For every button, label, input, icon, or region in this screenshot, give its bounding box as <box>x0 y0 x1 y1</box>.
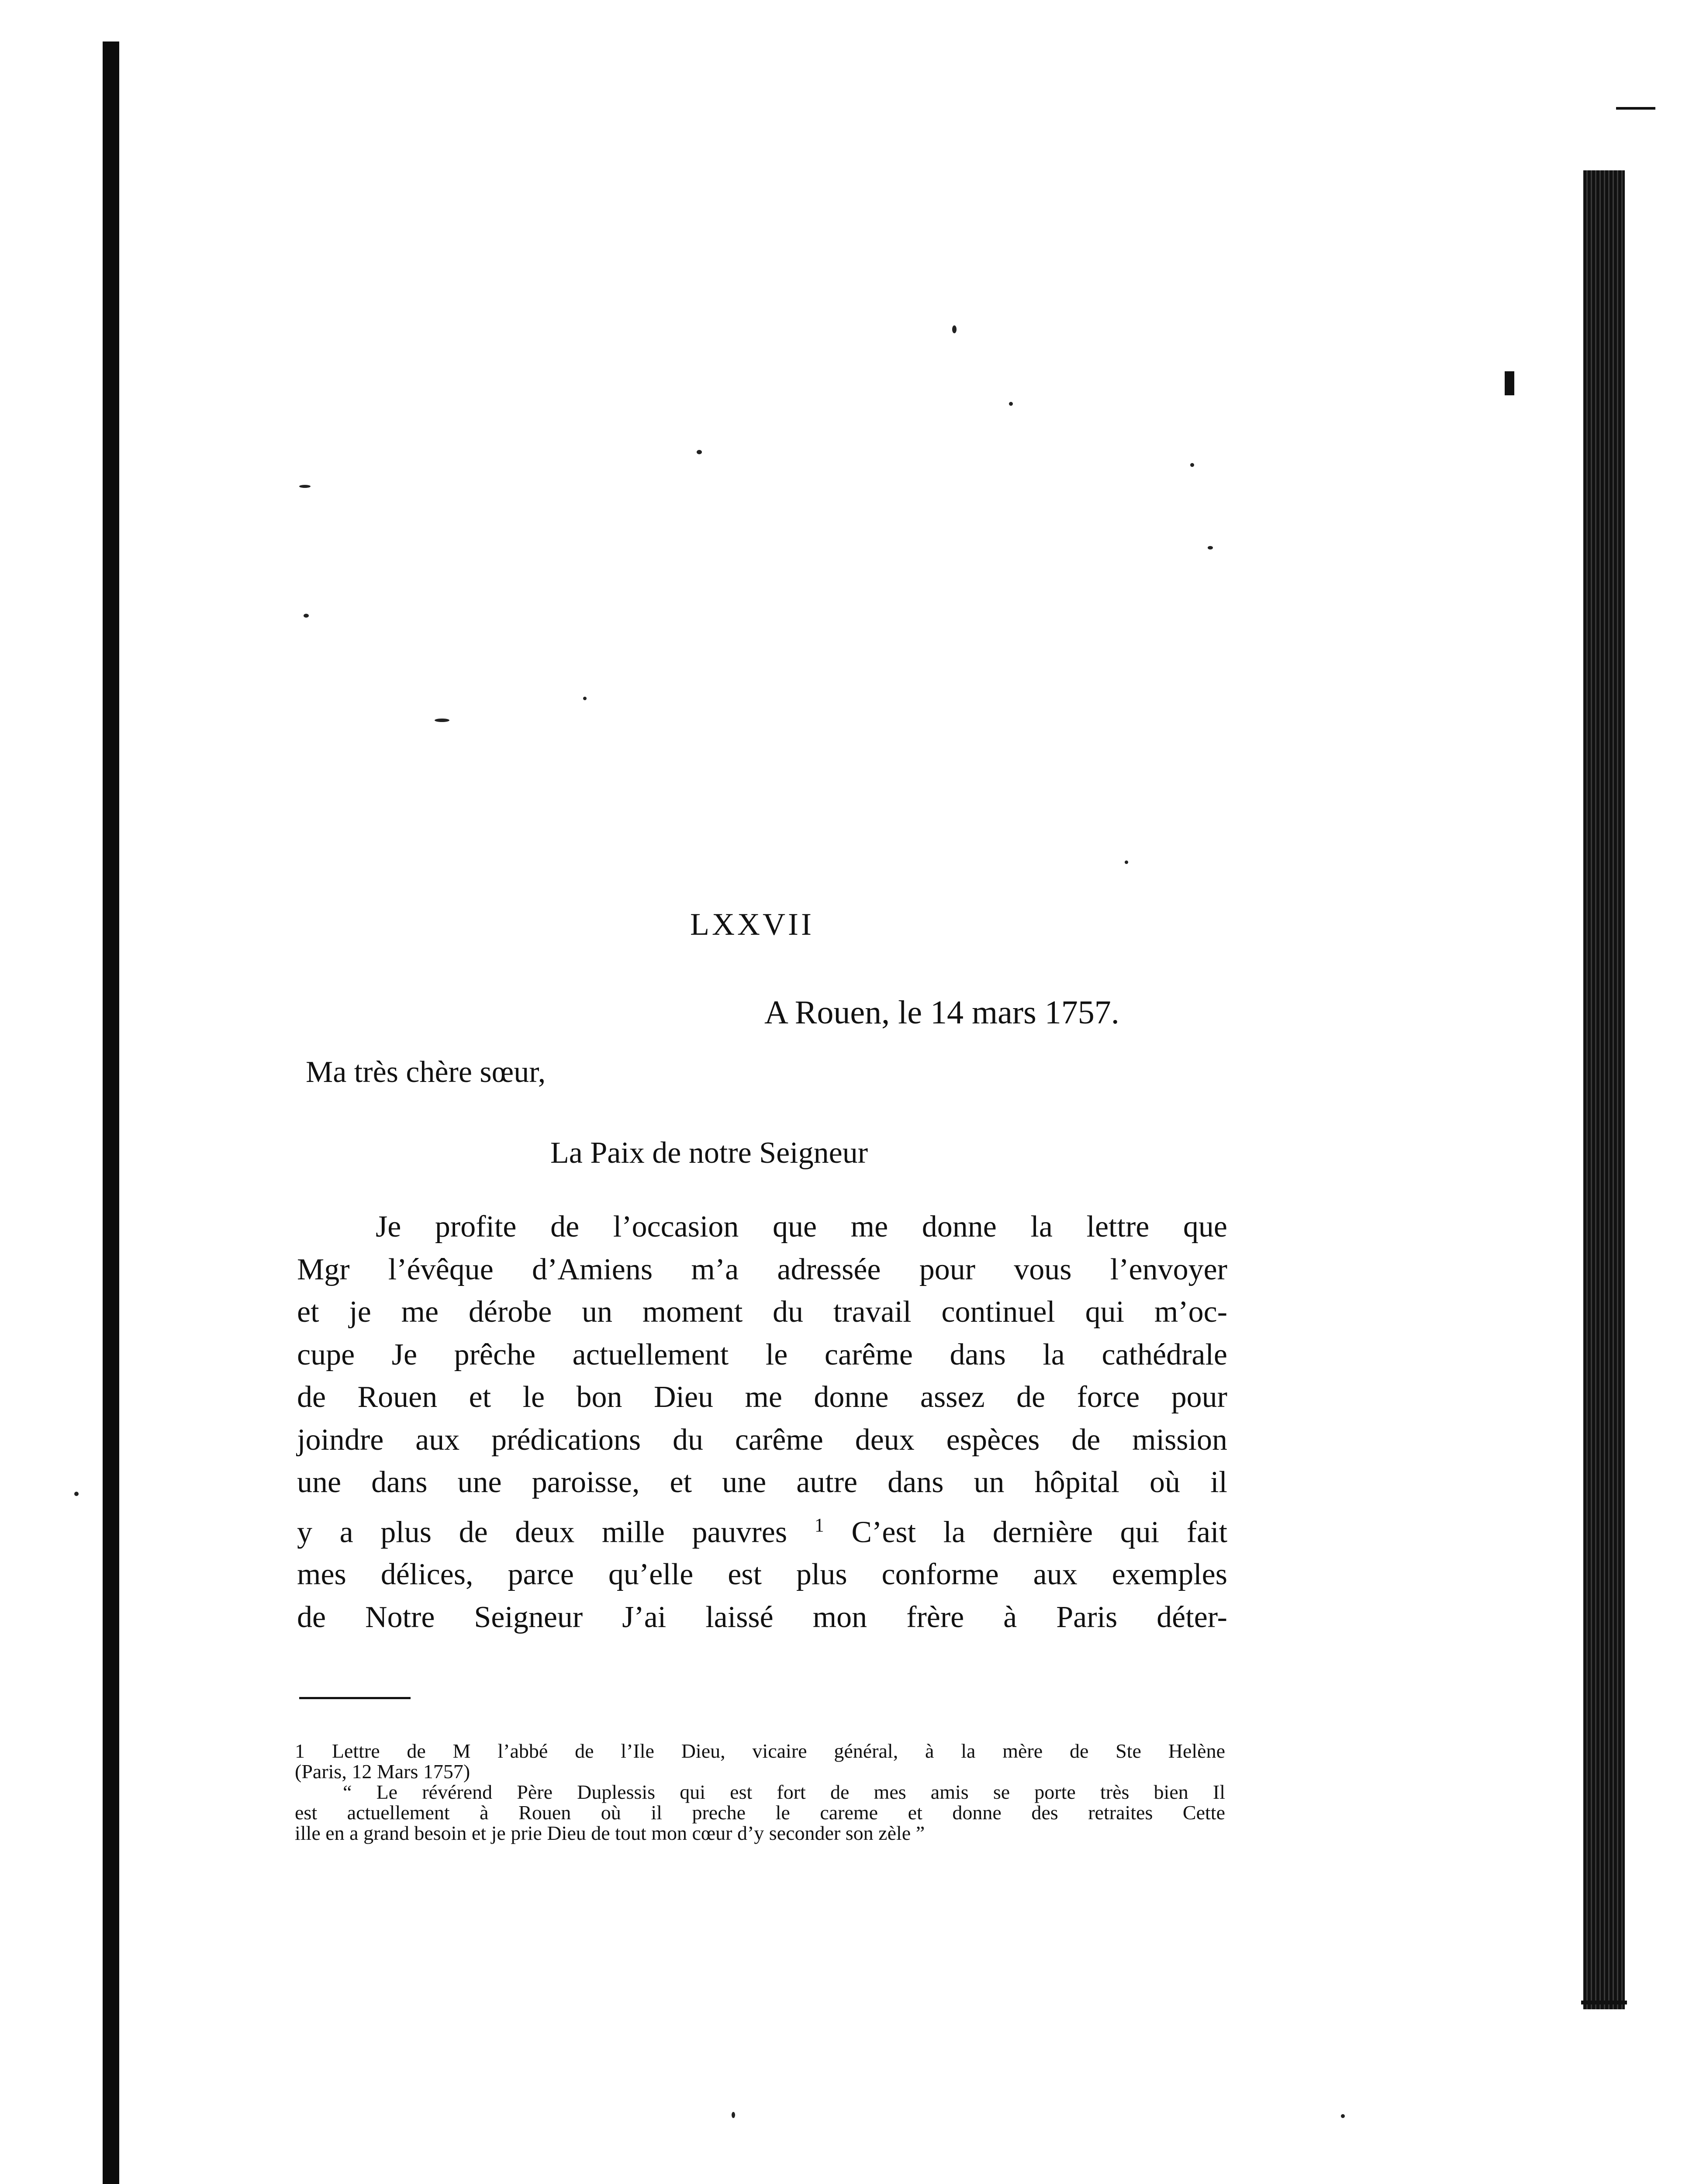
body-line: et je me dérobe un moment du travail continuel qui m’oc- <box>297 1295 1227 1329</box>
scan-speck <box>1208 546 1213 549</box>
footnote-number: 1 <box>295 1740 305 1762</box>
scan-speck <box>1190 463 1194 467</box>
scan-speck <box>74 1492 79 1496</box>
scan-speck <box>952 325 957 333</box>
body-line: une dans une paroisse, et une autre dans un hôpital où il <box>297 1465 1227 1499</box>
scan-speck <box>583 697 587 700</box>
letter-salutation: Ma très chère sœur, <box>306 1055 546 1089</box>
footnote-line <box>295 1741 1225 1761</box>
footnote-line: “ Le révérend Père Duplessis qui est fort de mes amis se porte très bien Il <box>343 1781 1225 1803</box>
footnote-divider <box>299 1697 411 1699</box>
footnote-line: ille en a grand besoin et je prie Dieu de tout mon cœur d’y seconder son zèle ” <box>295 1822 925 1844</box>
scan-edge-left <box>103 41 119 2184</box>
body-line: Je profite de l’occasion que me donne la lettre que <box>376 1210 1227 1244</box>
footnote-line: est actuellement à Rouen où il preche le careme et donne des retraites Cette <box>295 1801 1225 1824</box>
scan-speck <box>299 485 311 488</box>
body-line: de Notre Seigneur J’ai laissé mon frère à Paris déter- <box>297 1600 1227 1634</box>
scan-speck <box>304 614 309 618</box>
letter-greeting: La Paix de notre Seigneur <box>550 1136 868 1170</box>
scan-speck <box>1341 2114 1345 2118</box>
scan-speck <box>1125 860 1128 864</box>
letter-place-date: A Rouen, le 14 mars 1757. <box>764 994 1119 1031</box>
footnote-text: Lettre de M l’abbé de l’Ile Dieu, vicaire général, à la mère de Ste Helène <box>332 1740 1225 1762</box>
scan-mark <box>1581 2001 1627 2004</box>
body-line: Mgr l’évêque d’Amiens m’a adressée pour vous l’envoyer <box>297 1252 1227 1286</box>
scan-speck <box>697 450 702 454</box>
scan-speck <box>732 2112 735 2118</box>
footnotes <box>295 1741 1225 1843</box>
scan-mark <box>1616 107 1655 110</box>
footnote-reference: 1 <box>814 1514 824 1536</box>
scan-mark <box>1505 371 1514 395</box>
scan-speck <box>1009 402 1013 406</box>
footnote-line: (Paris, 12 Mars 1757) <box>295 1760 470 1783</box>
scan-edge-right <box>1583 170 1625 2009</box>
body-line: joindre aux prédications du carême deux espèces de mission <box>297 1423 1227 1457</box>
chapter-number: LXXVII <box>690 907 814 942</box>
body-line-with-footnote <box>297 1504 1227 1554</box>
scan-speck <box>435 719 449 722</box>
body-line: de Rouen et le bon Dieu me donne assez de force pour <box>297 1380 1227 1414</box>
body-line: cupe Je prêche actuellement le carême dans la cathédrale <box>297 1337 1227 1372</box>
body-line-segment: y a plus de deux mille pauvres <box>297 1515 788 1549</box>
body-line: mes délices, parce qu’elle est plus conforme aux exemples <box>297 1558 1227 1592</box>
letter-body <box>297 1206 1227 1638</box>
body-line-segment: C’est la dernière qui fait <box>851 1515 1228 1549</box>
